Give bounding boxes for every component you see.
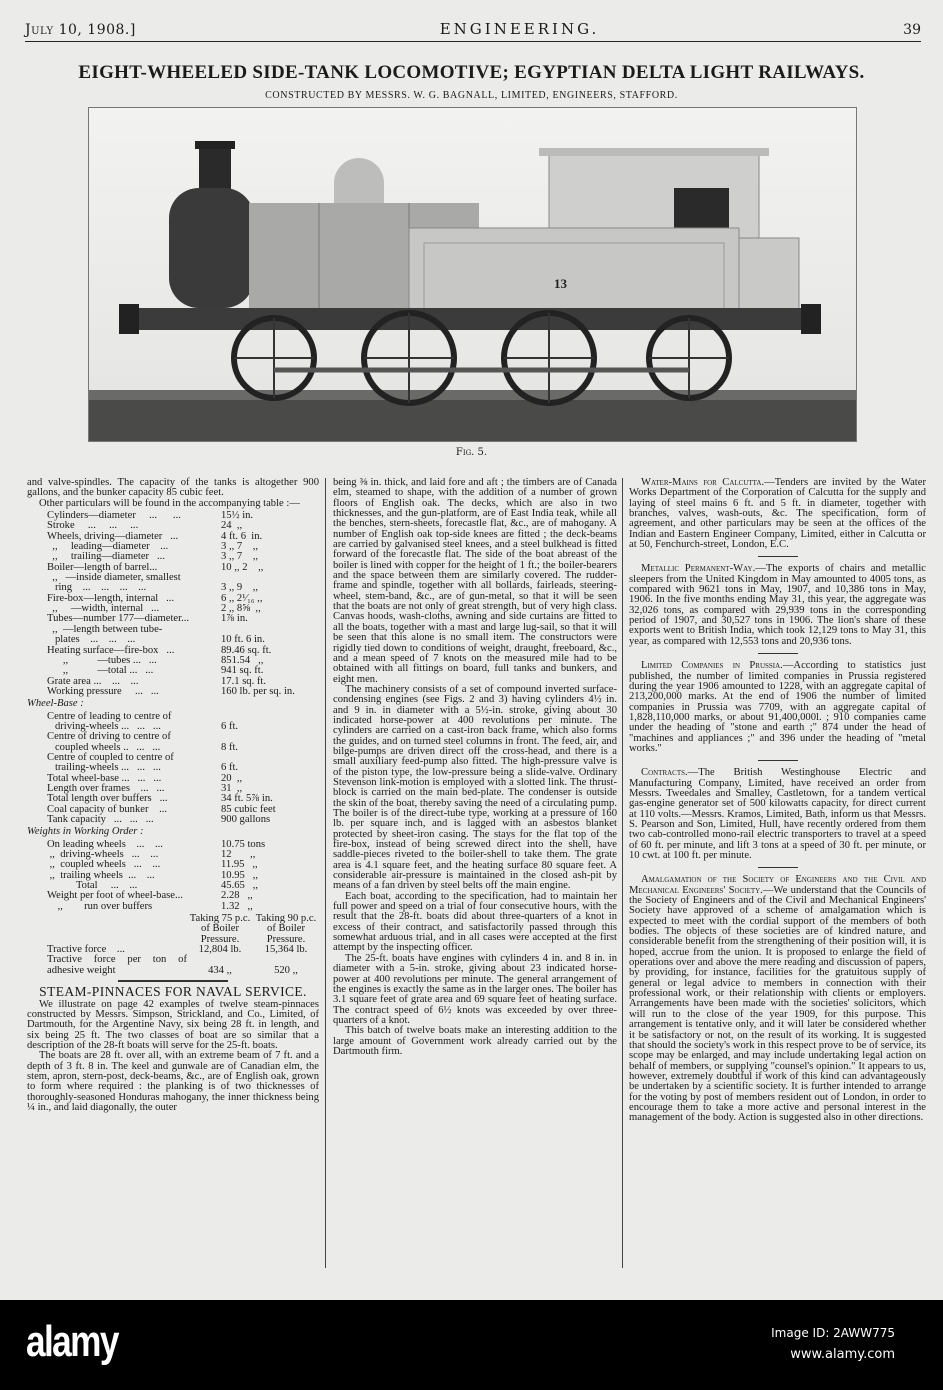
page-number: 39: [903, 22, 921, 38]
row-value: 17.1 sq. ft.: [221, 675, 267, 687]
row-label: plates ... ... ...: [47, 634, 136, 646]
note-text: —The exports of chairs and metallic sleepers from the United Kingdom in May amounted to 4005 tons, as compared with 9621 tons in May, 1907, and 10,386 tons in May, 1906. In the five months ending May 31, this year, the aggregate was 32,026 tons, as compared with 29,939 tons in the corresponding period of 1907, and 30,527 tons in 1906. The lion's share of these exports went to British India, which took 12,129 tons to May 31, this year, as compared with 12,553 tons and 20,936 tons.: [629, 563, 926, 647]
divider: [758, 867, 798, 868]
note-text: —According to statistics just published, the number of limited companies in Prussia registered during the year 1906 amounted to 1228, with an aggregate capital of 213,200,000 marks. At the end of 1906 the number of limited companies in Prussia was 7709, with an aggregate capital of 1,828,110,000 marks, or about 91,400,000l. ; 910 companies came under the heading of "stone and earth ;" 874 under the head of "machines and appliances ;" and 396 under the heading of "metal works.": [629, 660, 926, 754]
row-value: 3 ,, 7 ,,: [221, 551, 259, 563]
row-label: ,, driving-wheels ... ...: [47, 849, 159, 861]
row-label: Fire-box—length, internal ...: [47, 592, 175, 604]
row-label: Tank capacity ... ... ...: [47, 814, 154, 825]
row-label: ,, —width, internal ...: [47, 603, 160, 615]
locomotive-photo: [88, 107, 857, 442]
row-value: 941 sq. ft.: [221, 665, 264, 677]
paragraph: being ⅜ in. thick, and laid fore and aft ; the timbers are of Canada elm, steamed to shape, with the addition of a number of grown floors of English oak. The decks, which are also in two thicknesses, and the gun-platform, are of East India teak, while all the benches, stern-sheets, forecastle flat, &c., are of mahogany. A number of English oak top-side knees are fitted ; the deck-beams are carried by galvanised steel knees, and a steel bulkhead is fitted forward of the forecastle flat. The side of the boat abreast of the boiler is lined with copper for the height of 1 ft.; the boiler-bearers and the space between them are similarly covered. The rudder-frame and spindle, together with all bollards, fairleads, steering-wheel, stem-band, &c., are of gun-metal, so that it will be seen that the boats are not only of great strength, but of very high class. Canvas hoods, wash-cloths, awning and side curtains are fitted to all the boats, together with a mast and large lug-sail, so that it will be seen that this alone is no small item. The constructors were rigidly tied down to conditions of weight, draught, freeboard, &c., and a mean speed of 7 knots on the measured mile had to be obtained with all fittings on board, full tanks and bunkers, and eight men.: [333, 477, 617, 685]
row-label: Length over frames ... ...: [47, 782, 165, 794]
note-text: —Tenders are invited by the Water Works Department of the Corporation of Calcutta for the supply and laying of steel mains 6 ft. and 5 ft. in diameter, together with branches, valves, wash-outs, &c. The specification, form of agreement, and other particulars may be seen at the offices of the Indian and Eastern Engineer Company, Limited, either in Calcutta or at 50, Fenchurch-street, London, E.C.: [629, 477, 926, 551]
table-row: [27, 815, 319, 825]
page-header: [25, 14, 921, 42]
note-heading: Water-Mains for Calcutta.: [641, 477, 765, 488]
row-value: 85 cubic feet: [221, 803, 276, 815]
article-title: EIGHT-WHEELED SIDE-TANK LOCOMOTIVE; EGYPTIAN DELTA LIGHT RAILWAYS.: [78, 62, 865, 83]
row-value: 24 ,,: [221, 520, 243, 532]
row-value: 6 ft.: [221, 720, 239, 732]
row-label: driving-wheels ... ... ...: [47, 720, 161, 732]
row-label: Boiler—length of barrel...: [47, 561, 158, 573]
row-value: 15,364 lb.: [264, 944, 308, 956]
note-text: —We understand that the Councils of the Society of Engineers and of the Civil and Mechanical Engineers' Society have approved of a scheme of amalgamation which is expected to meet with the cordial support of the members of both bodies. The objects of these societies are of kindred nature, and considerable benefit from the strengthening of their position will, it is hoped, accrue from the union. It is proposed to enlarge the field of operations over and above the mere reading and discussion of papers, by providing, for instance, facilities for the gratuitous supply of general or legal advice to members in connection with their professional work, or their relationship with clients or employers. Arrangements have been made with the societies' solicitors, which will run to the close of the year 1909, for this purpose. This arrangement is tentative only, and it will later be considered whether it be satisfactory or not, on the result of its working. It is suggested that should the society's work in this respect prove to be of service, its scope may be enlarged, and may include undertaking legal action on behalf of members, or supplying "counsel's opinion." It appears to us, however, extremely doubtful if work of this kind can advantageously be undertaken by a scientific society. It is further intended to arrange for the voting by post of members resident out of London, in order to encourage them to take a more active and personal interest in the management of the body. Action is suggested also in other directions.: [629, 884, 926, 1124]
table-row: [27, 635, 319, 645]
news-note: [629, 478, 926, 550]
row-label: ,, run over buffers: [47, 900, 153, 912]
intro-paragraph: Other particulars will be found in the accompanying table :—: [39, 497, 300, 509]
divider: [758, 760, 798, 761]
watermark-bar: [0, 1300, 943, 1390]
row-value: 2.28 ,,: [221, 890, 253, 902]
intro-paragraph: and valve-spindles. The capacity of the tanks is altogether 900 gallons, and the bunker capacity 85 cubic feet.: [27, 477, 319, 499]
table-row: [27, 666, 319, 676]
row-label: Stroke ... ... ...: [47, 520, 139, 532]
news-note: [629, 661, 926, 754]
wheelbase-table: [27, 712, 319, 826]
news-note: [629, 768, 926, 861]
divider: [118, 980, 228, 982]
image-id: Image ID: 2AWW775: [771, 1326, 895, 1340]
row-label: ,, trailing wheels ... ...: [47, 869, 155, 881]
issue-date: July 10, 1908.]: [25, 22, 136, 38]
row-label: coupled wheels .. ... ...: [47, 741, 161, 753]
paragraph: Each boat, according to the specification, had to maintain her full power and speed on a trial of four consecutive hours, with the result that the 28-ft. boats did about three-quarters of a knot in excess of their contract, and satisfactorily passed through this somewhat arduous trial, and in all cases were accepted at the first attempt by the inspecting officer.: [333, 890, 617, 954]
column-rule: [622, 478, 623, 1268]
row-value: 10 ft. 6 in.: [221, 634, 265, 646]
row-value: 12,804 lb.: [198, 944, 242, 956]
row-label: Cylinders—diameter ... ...: [47, 510, 181, 522]
note-heading: Limited Companies in Prussia.: [641, 660, 783, 672]
tractive-col-head: Taking 75 p.c. of Boiler Pressure.: [189, 913, 251, 945]
article-subtitle: CONSTRUCTED BY MESSRS. W. G. BAGNALL, LIMITED, ENGINEERS, STAFFORD.: [265, 90, 678, 101]
row-value: 15½ in.: [221, 510, 254, 522]
column-rule: [325, 478, 326, 1268]
row-value: 2 ,, 8⅝ ,,: [221, 603, 261, 615]
row-label: Heating surface—fire-box ...: [47, 644, 175, 656]
row-value: 20 ,,: [221, 772, 243, 784]
row-value: 160 lb. per sq. in.: [221, 685, 295, 697]
news-note: [629, 875, 926, 1123]
row-label: ,, —inside diameter, smallest: [47, 572, 181, 584]
row-value: 8 ft.: [221, 741, 239, 753]
row-value: 900 gallons: [221, 814, 271, 825]
row-label: ,, leading—diameter ...: [47, 541, 169, 553]
row-value: 3 ,, 7 ,,: [221, 541, 259, 553]
tractive-header: [27, 914, 319, 945]
row-label: trailing-wheels ... ... ...: [47, 762, 161, 774]
column-3: [629, 478, 926, 1124]
row-label: Grate area ... ... ...: [47, 675, 139, 687]
image-info: [771, 1322, 895, 1366]
row-label: Coal capacity of bunker ...: [47, 803, 168, 815]
masthead: ENGINEERING.: [439, 20, 600, 38]
row-label: Wheels, driving—diameter ...: [47, 530, 179, 542]
row-label: ,, —total ... ...: [47, 665, 154, 677]
row-value: 10.75 tons: [221, 838, 266, 850]
paragraph: We illustrate on page 42 examples of twelve steam-pinnaces constructed by Messrs. Simpson, Strickland, and Co., Limited, of Dartmouth, for the Argentine Navy, six being 28 ft. in length, and six being 25 ft. The two classes of boat are so similar that a description of the 28-ft boats will serve for the 25-ft. boats.: [27, 998, 319, 1051]
paragraph: The boats are 28 ft. over all, with an extreme beam of 7 ft. and a depth of 3 ft. 8 in. The keel and gunwale are of Canadian elm, the stem, apron, stern-post, deck-beams, &c., are of English oak, grown to form where required : the planking is of two thicknesses of thoroughly-seasoned Honduras mahogany, the inner thickness being ¼ in., and laid diagonally, the outer: [27, 1050, 319, 1113]
row-value: 11.95 ,,: [221, 859, 258, 871]
watermark-url: www.alamy.com: [790, 1347, 895, 1362]
row-label: Total wheel-base ... ... ...: [47, 772, 162, 784]
row-label: Working pressure ... ...: [47, 685, 159, 697]
specification-table: [27, 511, 319, 697]
tractive-col-head: Taking 90 p.c. of Boiler Pressure.: [255, 913, 317, 945]
article-title: STEAM-PINNACES FOR NAVAL SERVICE.: [39, 984, 307, 1000]
note-heading: Contracts.: [641, 767, 688, 779]
row-value: 520 ,,: [274, 964, 298, 976]
row-label: ,, —length between tube-: [47, 623, 163, 635]
row-value: 851.54 ,,: [221, 654, 264, 666]
note-text: —The British Westinghouse Electric and Manufacturing Company, Limited, have received an order from Messrs. Tweedales and Smalley, Castletown, for a tandem vertical gas-engine generator set of 500 kilowatts capacity, for direct current at 110 volts.—Messrs. Kramos, Limited, Bath, inform us that Messrs. S. Pearson and Son, Limited, Hull, have recently ordered from them two cab-controlled mono-rail electric transporters to travel at a speed of 60 ft. per minute, and lift 3 tons at a speed of 30 ft. per minute, or 10 cwt. at 100 ft. per minute.: [629, 767, 926, 861]
paragraph: The 25-ft. boats have engines with cylinders 4 in. and 8 in. in diameter with a 5-in. stroke, giving about 23 indicated horse-power at 400 revolutions per minute. The general arrangement of the engines is exactly the same as in the larger ones. The boiler has 3.1 square feet of grate area and 69 square feet of heating surface. The contract speed of 6½ knots was exceeded by over three-quarters of a knot.: [333, 952, 617, 1026]
row-label: Tubes—number 177—diameter...: [47, 613, 190, 625]
row-label: On leading wheels ... ...: [47, 838, 163, 850]
row-value: 89.46 sq. ft.: [221, 644, 272, 656]
row-label: Total length over buffers ...: [47, 793, 168, 805]
row-label: Weight per foot of wheel-base...: [47, 890, 183, 902]
row-label: ,, —tubes ... ...: [47, 654, 157, 666]
row-value: 34 ft. 5⅞ in.: [221, 793, 273, 805]
news-note: [629, 564, 926, 647]
row-label: Total ... ...: [47, 880, 138, 892]
row-value: 31 ,,: [221, 782, 243, 794]
alamy-logo: alamy: [26, 1317, 118, 1366]
row-label: Centre of driving to centre of: [47, 731, 171, 743]
note-heading: Metallic Permanent-Way.: [641, 563, 756, 575]
figure-caption: Fig. 5.: [455, 447, 488, 458]
row-value: 45.65 ,,: [221, 880, 259, 892]
column-1: [27, 478, 319, 1113]
row-label: Centre of coupled to centre of: [47, 751, 174, 763]
weights-table: [27, 840, 319, 912]
row-label: Centre of leading to centre of: [47, 710, 172, 722]
section-heading: Weights in Working Order :: [27, 826, 144, 838]
row-value: 1.32 ,,: [221, 900, 253, 912]
row-value: 6 ft.: [221, 762, 239, 774]
row-label: ,, coupled wheels ... ...: [47, 859, 161, 871]
engine-number: 13: [554, 276, 567, 291]
row-value: 12 ,,: [221, 849, 256, 861]
row-value: 6 ,, 2¹⁄₁₆ ,,: [221, 592, 263, 604]
row-value: 3 ,, 9 ,,: [221, 582, 259, 594]
divider: [758, 653, 798, 654]
row-label: Tractive force ...: [47, 944, 125, 956]
divider: [758, 556, 798, 557]
table-row: [27, 955, 319, 976]
note-heading: Amalgamation of the Society of Engineers and the Civil and Mechanical Engineers' Society.: [629, 874, 926, 896]
paragraph: This batch of twelve boats make an interesting addition to the large amount of Government work already carried out by the Dartmouth firm.: [333, 1025, 617, 1057]
paragraph: The machinery consists of a set of compound inverted surface-condensing engines (see Figs. 2 and 3) having cylinders 4½ in. and 9 in. in diameter with a 5½-in. stroke, giving about 30 indicated horse-power at 400 revolutions per minute. The cylinders are carried on a cast-iron back frame, which also forms the guides, and on turned steel columns in front. The feed, air, and bilge-pumps are driven direct off the cross-head, and there is a small auxiliary feed-pump also fitted. The high-pressure valve is of the piston type, the low-pressure being a slide-valve. Ordinary Stevenson link-motion is employed with a slotted link. The thrust-block is carried on the main bed-plate. The condenser is outside the skin of the boat, thereby saving the need of a circulating pump. The boiler is of the direct-tube type, working at a pressure of 160 lb. per square inch, and is lagged with an asbestos blanket protected by sheet-iron casing. The stays for the flat top of the fire-box, instead of being screwed direct into the shell, have saddle-pieces riveted to the boiler-shell to take them. The grate area is 4.1 square feet, and the heating surface 80 square feet. A considerable air-pressure is maintained in the closed ash-pit by means of a fan driven by steel belts off the main engine.: [333, 683, 617, 892]
table-row: [27, 687, 319, 697]
row-value: 4 ft. 6 in.: [221, 530, 263, 542]
row-value: 434 ,,: [208, 964, 232, 976]
row-label: ,, trailing—diameter ...: [47, 551, 165, 563]
section-heading: Wheel-Base :: [27, 698, 84, 710]
row-value: 10.95 ,,: [221, 869, 259, 881]
column-2: [333, 478, 617, 1057]
row-value: 10 ,, 2 ,,: [221, 561, 264, 573]
row-label: ring ... ... ... ...: [47, 582, 147, 594]
row-label: Tractive force per ton of adhesive weight: [47, 954, 187, 976]
table-row: [27, 902, 319, 912]
row-value: 1⅞ in.: [221, 613, 248, 625]
